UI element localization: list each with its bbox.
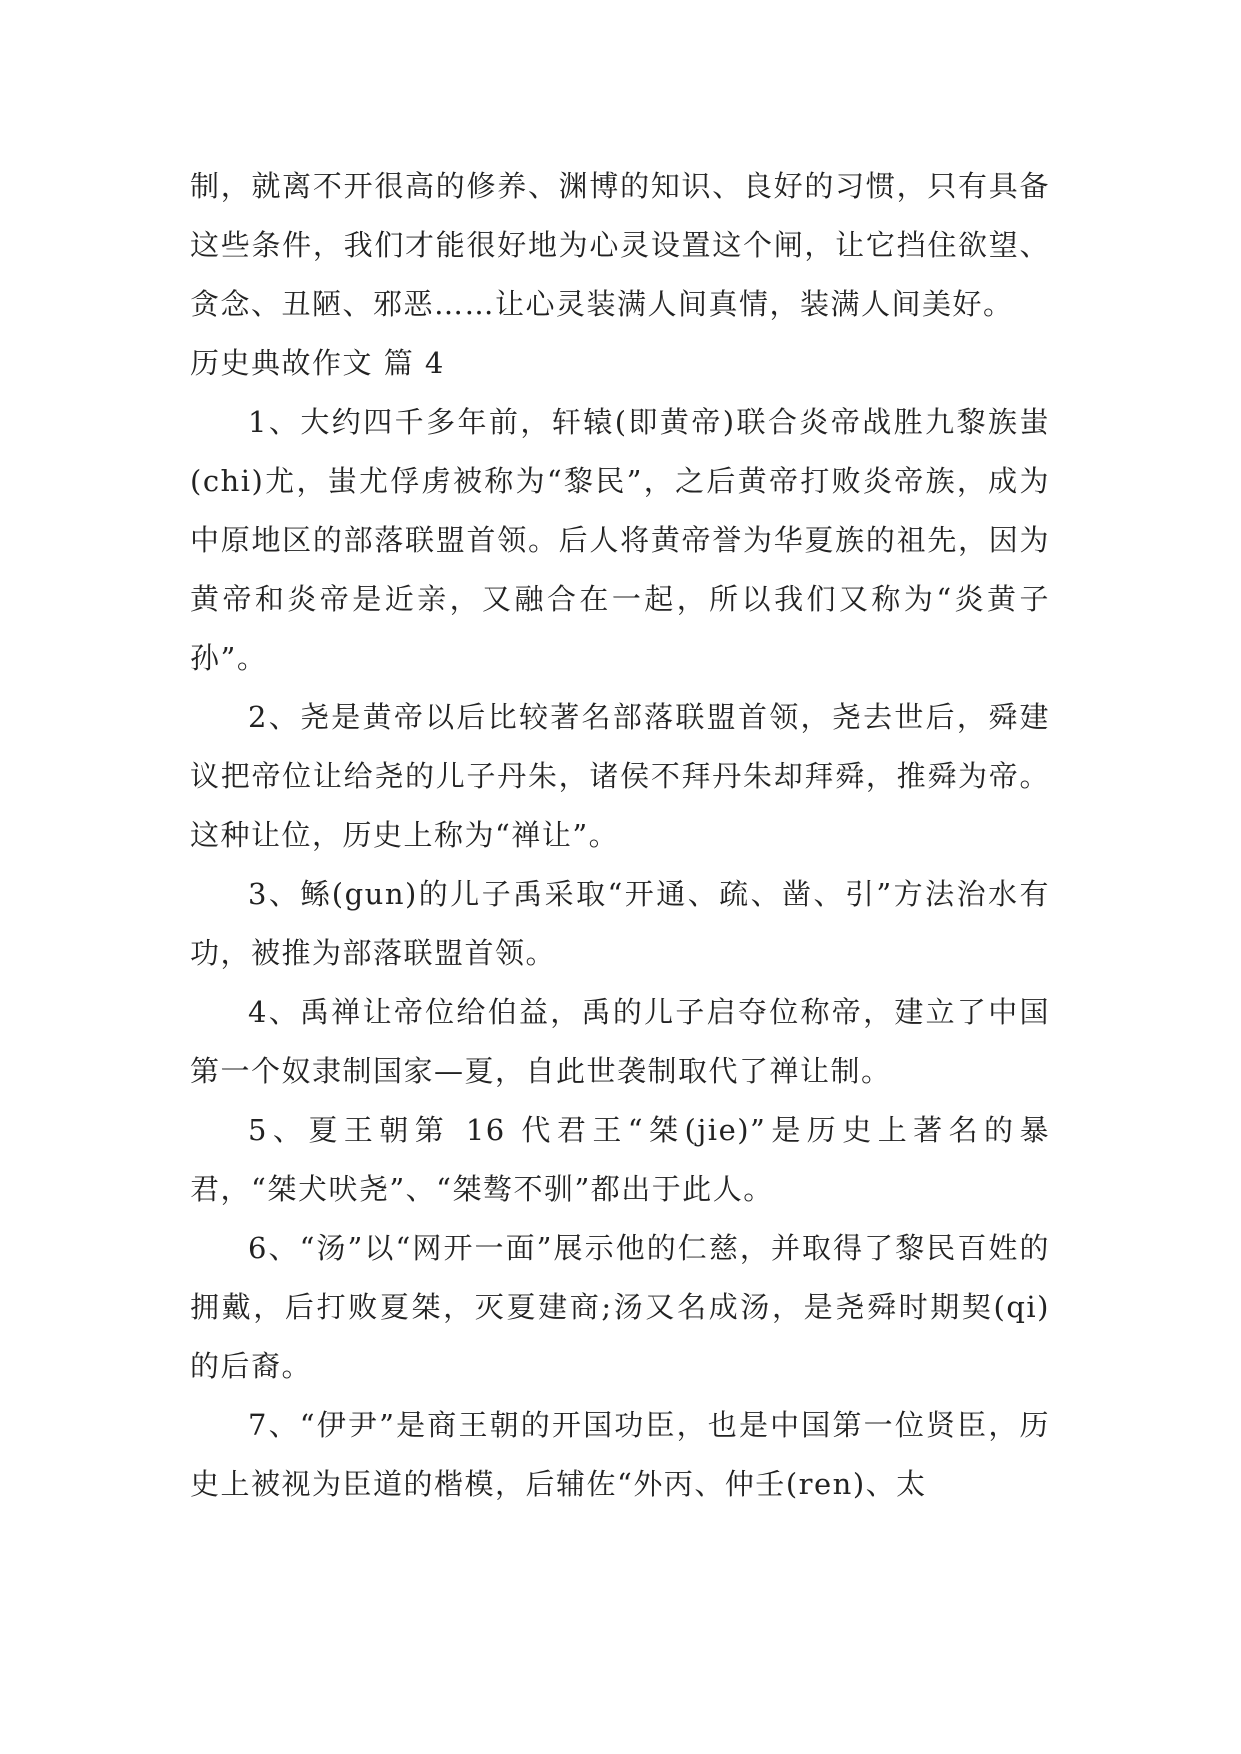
continuation-paragraph: 制，就离不开很高的修养、渊博的知识、良好的习惯，只有具备这些条件，我们才能很好地为心灵设置这个闸，让它挡住欲望、贪念、丑陋、邪恶……让心灵装满人间真情，装满人间美好。 <box>190 169 1050 321</box>
document-page <box>190 157 1050 1514</box>
paragraph-3: 3、鲧(gun)的儿子禹采取“开通、疏、凿、引”方法治水有功，被推为部落联盟首领。 <box>190 877 1050 970</box>
paragraph-7: 7、“伊尹”是商王朝的开国功臣，也是中国第一位贤臣，历史上被视为臣道的楷模，后辅佐“外丙、仲壬(ren)、太 <box>190 1408 1050 1501</box>
paragraph-6: 6、“汤”以“网开一面”展示他的仁慈，并取得了黎民百姓的拥戴，后打败夏桀，灭夏建商;汤又名成汤，是尧舜时期契(qi)的后裔。 <box>190 1231 1050 1383</box>
paragraph-1: 1、大约四千多年前，轩辕(即黄帝)联合炎帝战胜九黎族蚩(chi)尤，蚩尤俘虏被称为“黎民”，之后黄帝打败炎帝族，成为中原地区的部落联盟首领。后人将黄帝誉为华夏族的祖先，因为黄帝和炎帝是近亲，又融合在一起，所以我们又称为“炎黄子孙”。 <box>190 405 1050 675</box>
section-title: 历史典故作文 篇 4 <box>190 346 445 380</box>
paragraph-4: 4、禹禅让帝位给伯益，禹的儿子启夺位称帝，建立了中国第一个奴隶制国家—夏，自此世袭制取代了禅让制。 <box>190 995 1050 1088</box>
paragraph-5: 5、夏王朝第 16 代君王“桀(jie)”是历史上著名的暴君，“桀犬吠尧”、“桀骜不驯”都出于此人。 <box>190 1113 1050 1206</box>
paragraph-2: 2、尧是黄帝以后比较著名部落联盟首领，尧去世后，舜建议把帝位让给尧的儿子丹朱，诸侯不拜丹朱却拜舜，推舜为帝。这种让位，历史上称为“禅让”。 <box>190 700 1050 852</box>
